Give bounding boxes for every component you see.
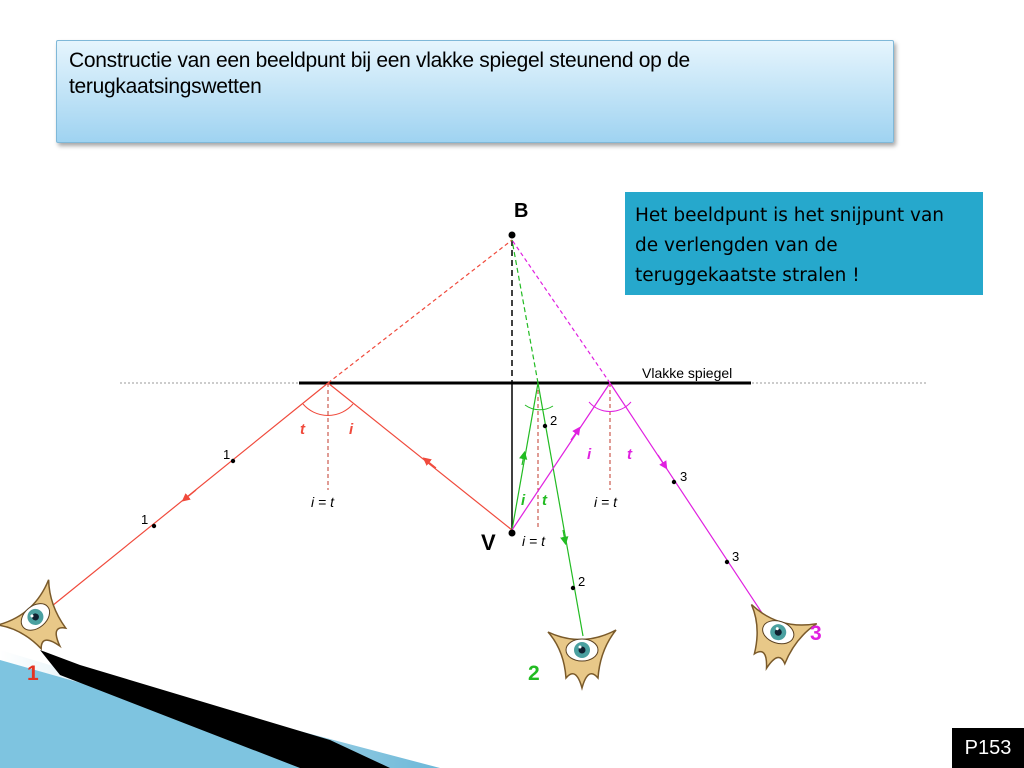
- angle-i-ray-2: i: [521, 492, 526, 509]
- observer-label-1: 1: [27, 662, 39, 685]
- marker-label-3a: 3: [680, 469, 688, 484]
- marker-label-1b: 1: [141, 512, 149, 527]
- marker-label-3b: 3: [732, 549, 740, 564]
- observer-label-3: 3: [810, 622, 822, 645]
- info-box: Het beeldpunt is het snijpunt van de verlengden van de teruggekaatste stralen !: [625, 192, 983, 295]
- angle-i-ray-3: i: [587, 446, 592, 463]
- ray-3: [512, 240, 770, 625]
- marker-label-2b: 2: [578, 574, 586, 589]
- angle-t-ray-1: t: [300, 421, 305, 438]
- law-label-3: i = t: [594, 494, 617, 510]
- law-label-1: i = t: [311, 494, 334, 510]
- angle-i-ray-1: i: [349, 421, 354, 438]
- marker-label-2a: 2: [550, 413, 558, 428]
- angle-t-ray-3: t: [627, 446, 632, 463]
- mirror-label: Vlakke spiegel: [642, 365, 733, 381]
- page-number: P153: [952, 728, 1024, 768]
- label-v: V: [481, 530, 496, 555]
- ray-1: [52, 240, 512, 606]
- image-point-b: [509, 232, 516, 239]
- eye-icon: [734, 603, 817, 679]
- object-point-v: [509, 530, 516, 537]
- marker-label-1a: 1: [223, 447, 231, 462]
- ray-markers: [152, 424, 729, 590]
- angle-t-ray-2: t: [542, 492, 547, 509]
- decorative-wedge: [0, 650, 440, 768]
- label-b: B: [514, 200, 529, 222]
- law-label-2: i = t: [522, 533, 545, 549]
- normals: [328, 383, 610, 530]
- observer-label-2: 2: [528, 662, 540, 685]
- slide-title: Constructie van een beeldpunt bij een vlakke spiegel steunend op de terugkaatsingswetten: [56, 40, 894, 143]
- eye-icon: [548, 630, 616, 688]
